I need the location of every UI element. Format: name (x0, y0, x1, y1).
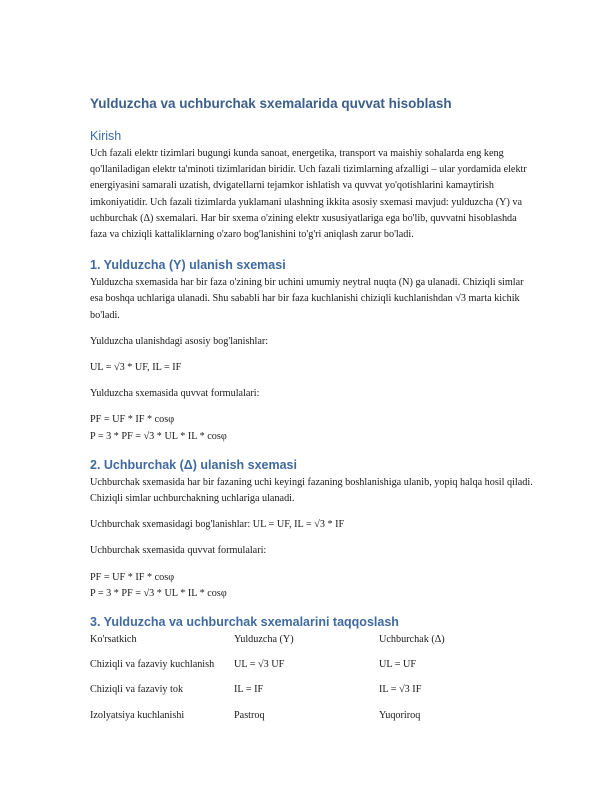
section3-heading: 3. Yulduzcha va uchburchak sxemalarini taqqoslash (90, 615, 399, 630)
intro-heading: Kirish (90, 129, 122, 143)
table-header-row (90, 632, 535, 657)
section2-heading: 2. Uchburchak (Δ) ulanish sxemasi (90, 457, 297, 472)
table-row (90, 657, 535, 682)
table-header-cell: Yulduzcha (Y) (234, 634, 294, 646)
section1-paragraph: Yulduzcha sxemasida har bir faza o'zining bir uchini umumiy neytral nuqta (N) ga ulanadi. Chiziqli simlar esa boshqa uchlariga ulanadi. Shu sababli har bir faza kuchlanishi chiziqli kuchlanishdan √3 marta kichik bo'ladi. (90, 277, 524, 321)
section1-heading: 1. Yulduzcha (Y) ulanish sxemasi (90, 258, 286, 273)
section2-formulas (90, 570, 535, 602)
section2-power-label: Uchburchak sxemasida quvvat formulalari: (90, 545, 267, 557)
table-cell: IL = √3 IF (379, 684, 422, 696)
section1-formula-2: P = 3 * PF = √3 * UL * IL * cosφ (90, 430, 227, 442)
section2-paragraph: Uchburchak sxemasida har bir fazaning uchi keyingi fazaning boshlanishiga ulanib, yopiq halqa hosil qiladi. Chiziqli simlar uchburchakning uchlariga ulanadi. (90, 476, 533, 505)
table-cell: IL = IF (234, 684, 264, 696)
table-header-cell: Uchburchak (Δ) (379, 634, 445, 646)
comparison-table (90, 632, 535, 733)
table-row (90, 708, 535, 733)
table-cell: Chiziqli va fazaviy tok (90, 684, 184, 696)
section2-relations: Uchburchak sxemasidagi bog'lanishlar: UL = UF, IL = √3 * IF (90, 519, 345, 531)
table-row (90, 682, 535, 707)
section1-power-label: Yulduzcha sxemasida quvvat formulalari: (90, 388, 260, 400)
table-cell: Yuqoriroq (379, 709, 421, 721)
table-cell: Chiziqli va fazaviy kuchlanish (90, 659, 215, 671)
document-content (90, 95, 535, 733)
table-header-cell: Ko'rsatkich (90, 634, 137, 646)
section2-formula-2: P = 3 * PF = √3 * UL * IL * cosφ (90, 587, 227, 599)
table-cell: Izolyatsiya kuchlanishi (90, 709, 185, 721)
table-cell: UL = √3 UF (234, 659, 285, 671)
section1-formulas (90, 412, 535, 444)
section2-formula-1: PF = UF * IF * cosφ (90, 571, 175, 583)
table-cell: UL = UF (379, 659, 417, 671)
intro-paragraph: Uch fazali elektr tizimlari bugungi kunda sanoat, energetika, transport va maishiy sohalarda eng keng qo'llaniladigan elektr ta'minoti tizimlaridan biridir. Uch fazali tizimlarning afzalligi – ular yordamida elektr energiyasini samarali uzatish, dvigatellarni tejamkor ishlatish va quvvat yo'qotishlarini kamaytirish imkoniyatidir. Uch fazali tizimlarda yuklamani ulashning ikkita asosiy sxemasi mavjud: yulduzcha (Y) va uchburchak (Δ) sxemalari. Har bir sxema o'zining elektr xususiyatlariga ega bo'lib, quvvatni hisoblashda faza va chiziqli kattaliklarning o'zaro bog'lanishini to'g'ri aniqlash zarur bo'ladi. (90, 148, 527, 241)
document-title: Yulduzcha va uchburchak sxemalarida quvvat hisoblash (90, 96, 452, 111)
table-cell: Pastroq (234, 709, 265, 721)
section1-relations-label: Yulduzcha ulanishdagi asosiy bog'lanishlar: (90, 335, 269, 347)
section1-formula-1: PF = UF * IF * cosφ (90, 414, 175, 426)
section1-relations: UL = √3 * UF, IL = IF (90, 362, 182, 374)
